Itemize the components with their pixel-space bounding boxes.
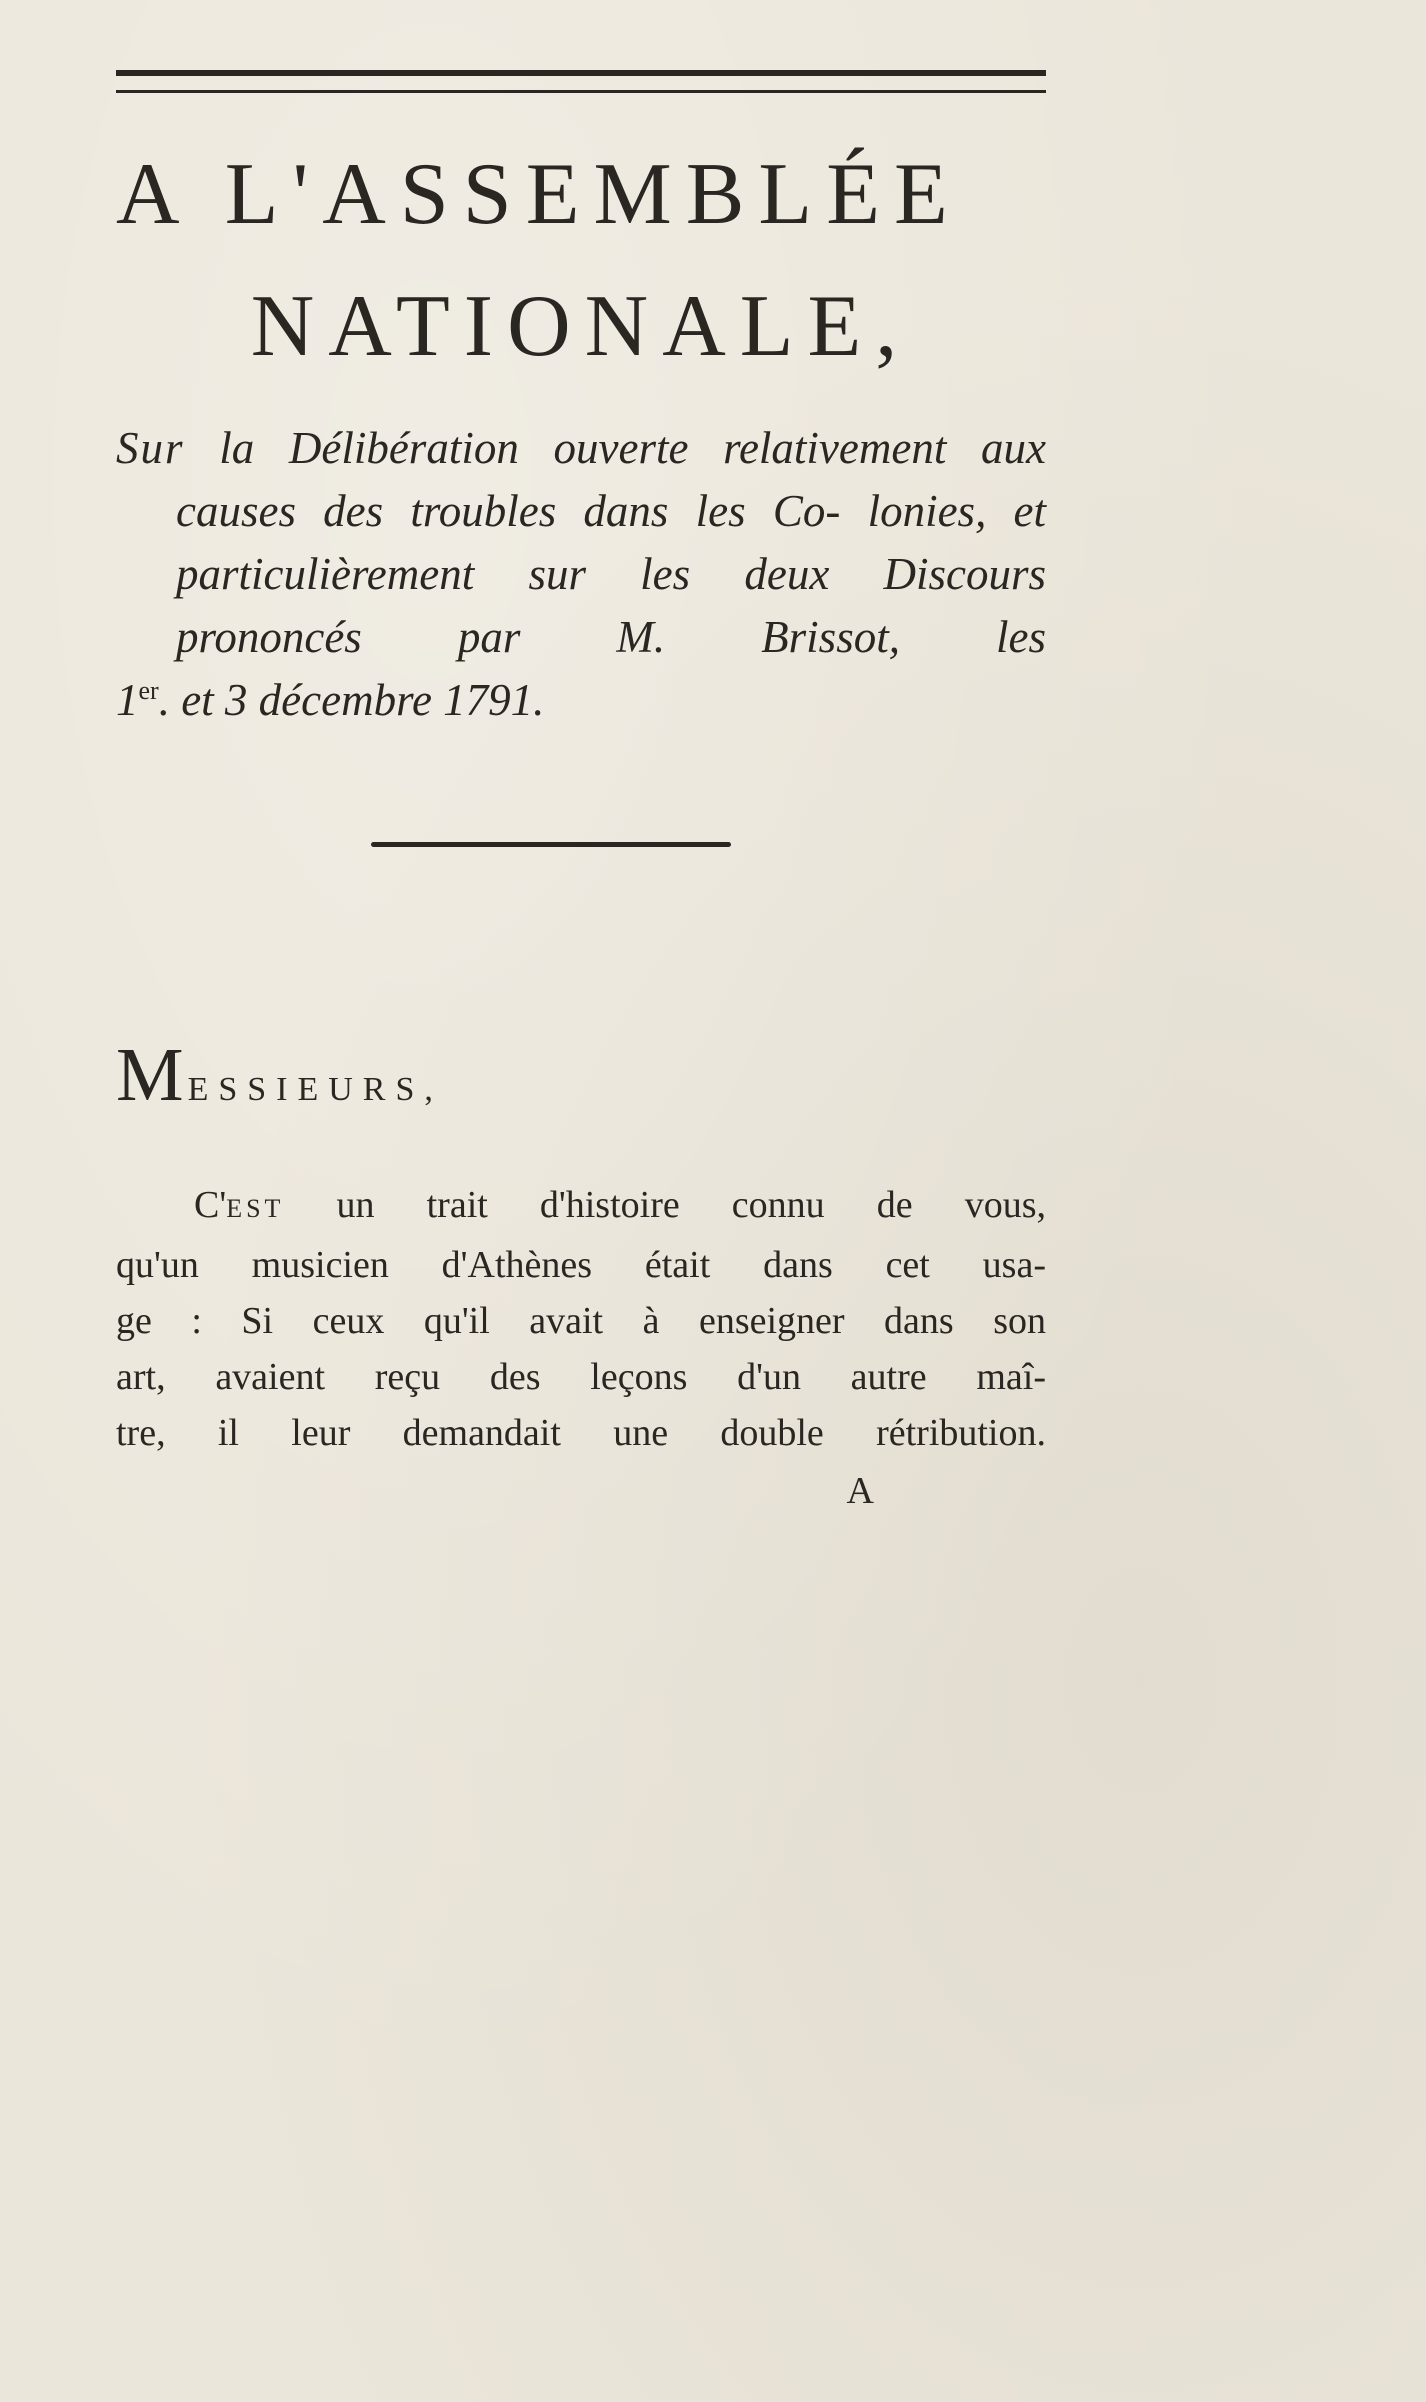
subtitle-line-1: la Délibération ouverte relativement — [219, 423, 947, 473]
section-divider-rule — [371, 842, 731, 847]
subtitle-date-sup: er — [138, 676, 159, 705]
body-line-2: qu'un musicien d'Athènes était dans cet usa- — [116, 1244, 1046, 1286]
salutation-initial: M — [116, 1033, 188, 1117]
page-content — [116, 70, 1046, 1513]
body-line-1-text: un trait d'histoire connu de vous, — [336, 1184, 1047, 1226]
title-line-1: A L'ASSEMBLÉE — [116, 146, 962, 243]
subtitle-lead-word: Sur — [116, 423, 185, 473]
body-first-word-initial: C' — [194, 1184, 227, 1226]
subtitle-line-4: Discours prononcés par M. Brissot, les — [176, 549, 1047, 662]
body-line-1 — [116, 1177, 1046, 1237]
subtitle-date-rest: . et 3 décembre 1791. — [158, 675, 545, 725]
subtitle-line-3: lonies, et particulièrement sur les deux — [176, 486, 1047, 599]
body-first-word-rest: EST — [226, 1194, 285, 1223]
body-paragraph — [116, 1177, 1046, 1461]
subtitle-line-2: aux causes des troubles dans les Co- — [176, 423, 1046, 536]
body-line-3: ge : Si ceux qu'il avait à enseigner dans son — [116, 1300, 1046, 1342]
header-double-rule — [116, 70, 1046, 93]
salutation — [116, 1033, 1046, 1117]
body-line-5: tre, il leur demandait une double rétribution. — [116, 1412, 1046, 1454]
salutation-rest: ESSIEURS, — [187, 1071, 443, 1108]
subtitle-date-prefix: 1 — [116, 675, 139, 725]
subtitle — [116, 417, 1046, 732]
body-line-4: art, avaient reçu des leçons d'un autre maî- — [116, 1356, 1046, 1398]
signature-mark: A — [846, 1470, 874, 1512]
title-line-2: NATIONALE, — [250, 278, 912, 375]
subtitle-date-line — [116, 669, 1046, 732]
